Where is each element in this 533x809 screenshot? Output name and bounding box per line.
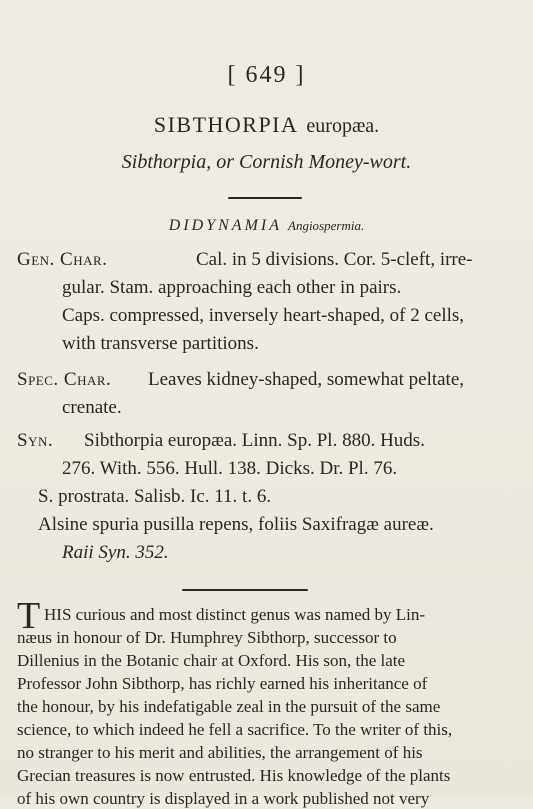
body-line: Professor John Sibthorp, has richly earned his inheritance of — [17, 674, 428, 693]
spec-char-line: Leaves kidney-shaped, somewhat peltate, — [148, 369, 465, 390]
body-line: Grecian treasures is now entrusted. His knowledge of the plants — [17, 766, 451, 785]
body-line: Dillenius in the Botanic chair at Oxford. His son, the late — [17, 651, 406, 670]
divider-bottom — [182, 589, 308, 591]
order-name: Angiospermia. — [288, 218, 365, 233]
drop-cap: T — [17, 595, 41, 637]
syn-label: Syn. — [17, 430, 54, 451]
body-line: næus in honour of Dr. Humphrey Sibthorp, successor to — [17, 628, 397, 647]
syn-line: Sibthorpia europæa. Linn. Sp. Pl. 880. Huds. — [84, 430, 425, 451]
page-subtitle: Sibthorpia, or Cornish Money-wort. — [121, 151, 412, 173]
divider-top — [228, 197, 302, 199]
body-line: HIS curious and most distinct genus was named by Lin- — [44, 605, 426, 624]
gen-char-line: with transverse partitions. — [62, 333, 259, 354]
body-line: science, to which indeed he fell a sacrifice. To the writer of this, — [17, 720, 453, 739]
page-title — [0, 112, 533, 138]
syn-line: Raii Syn. 352. — [62, 542, 169, 563]
title-genus: SIBTHORPIA — [153, 112, 299, 137]
gen-char-line: gular. Stam. approaching each other in pairs. — [62, 277, 402, 298]
class-name: DIDYNAMIA — [168, 217, 282, 234]
page-number: [ 649 ] — [227, 62, 306, 88]
syn-line: 276. With. 556. Hull. 138. Dicks. Dr. Pl. 76. — [62, 458, 398, 479]
classification — [0, 217, 533, 235]
body-line: the honour, by his indefatigable zeal in the pursuit of the same — [17, 697, 441, 716]
gen-char-label: Gen. Char. — [17, 249, 108, 270]
title-species: europæa. — [306, 115, 380, 137]
spec-char-line: crenate. — [62, 397, 122, 418]
body-line: of his own country is displayed in a work published not very — [17, 789, 430, 808]
spec-char-label: Spec. Char. — [17, 369, 112, 390]
syn-line: Alsine spuria pusilla repens, foliis Saxifragæ aureæ. — [38, 514, 434, 535]
body-line: no stranger to his merit and abilities, the arrangement of his — [17, 743, 423, 762]
gen-char-line: Caps. compressed, inversely heart-shaped, of 2 cells, — [62, 305, 465, 326]
gen-char-line: Cal. in 5 divisions. Cor. 5-cleft, irre- — [196, 249, 473, 270]
syn-line: S. prostrata. Salisb. Ic. 11. t. 6. — [38, 486, 272, 507]
